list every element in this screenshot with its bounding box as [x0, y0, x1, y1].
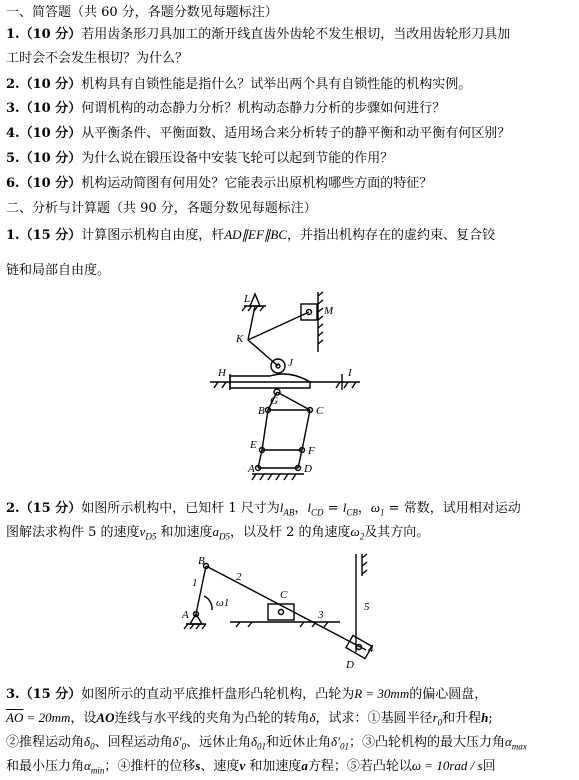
- subscript: 01: [257, 741, 267, 752]
- q-text: ，并指出机构存在的虚约束、复合铰: [287, 228, 496, 243]
- q-text: ，: [357, 501, 371, 516]
- q-text: ②推程运动角: [6, 735, 85, 750]
- s2q1-line2: 链和局部自由度。: [6, 263, 111, 278]
- q-text: 、速度: [200, 759, 240, 774]
- subscript: 01: [339, 741, 349, 752]
- fig1-label: L: [244, 293, 251, 305]
- symbol: l: [279, 500, 284, 515]
- q-score: （10 分）: [19, 176, 82, 191]
- fig2-label: B: [198, 555, 205, 567]
- section1-heading: 一、简答题（共 60 分，各题分数见每题标注）: [6, 5, 278, 20]
- fig1-label: I: [348, 367, 352, 379]
- symbol: δ: [250, 734, 258, 749]
- fig2-label: C: [280, 589, 288, 601]
- figure-1-mechanism: [200, 284, 380, 484]
- s2q3-line1: [6, 685, 487, 704]
- q-text: ；④推杆的位移: [104, 759, 196, 774]
- slider-C: [268, 604, 294, 620]
- q-text: 若用齿条形刀具加工的渐开线直齿外齿轮不发生根切，当改用齿轮形刀具加: [81, 27, 511, 42]
- q-score: （15 分）: [19, 501, 82, 516]
- q-text: 为什么说在锻压设备中安装飞轮可以起到节能的作用？: [81, 151, 394, 166]
- q-number: 1.: [6, 228, 20, 243]
- ground-pivot-L: [250, 294, 260, 306]
- symbol: ω: [350, 524, 360, 539]
- q-number: 4.: [6, 126, 20, 141]
- s2q3-line3: [6, 733, 527, 756]
- q-text: 和加速度: [156, 525, 213, 540]
- q-score: （15 分）: [19, 228, 82, 243]
- symbol: r: [432, 710, 438, 725]
- q-text: 和加速度: [245, 759, 302, 774]
- fig1-label: K: [236, 333, 244, 345]
- subscript: 0: [90, 741, 95, 752]
- omega1-arrow: [204, 596, 212, 610]
- q2-line: [6, 76, 471, 94]
- q-text: 从平衡条件、平衡面数、适用场合来分析转子的静平衡和动平衡有何区别？: [81, 126, 511, 141]
- q-text: = 常数，试用相对运动: [384, 501, 521, 516]
- subscript: CD: [311, 507, 324, 518]
- q-text: ，试求：①基圆半径: [315, 711, 433, 726]
- q1-line1: [6, 26, 510, 44]
- fig2-label: 3: [318, 609, 324, 621]
- fig1-label: C: [316, 405, 324, 417]
- q-text: 如图所示机构中，已知杆 1 尺寸为: [81, 501, 280, 516]
- q-number: 2.: [6, 77, 20, 92]
- symbol: δ: [84, 734, 91, 749]
- formula: AD∥EF∥BC: [224, 227, 288, 242]
- fig1-label: E: [250, 439, 257, 451]
- fig2-label: 4: [368, 643, 374, 655]
- fig1-label: B: [258, 405, 265, 417]
- symbol: δ′: [172, 734, 182, 749]
- subscript: AB: [283, 507, 295, 518]
- formula: R = 30mm: [354, 686, 410, 701]
- q-text: =: [323, 501, 343, 516]
- figure-2-mechanism: [170, 548, 400, 674]
- fig1-label: F: [308, 445, 315, 457]
- ground-pivot-A: [190, 614, 202, 624]
- subscript: 0: [181, 741, 186, 752]
- symbol: α: [84, 758, 91, 773]
- q-text: ；③凸轮机构的最大压力角: [348, 735, 505, 750]
- q-text: 和最小压力角: [6, 759, 85, 774]
- symbol: h: [481, 710, 489, 725]
- symbol: ω: [370, 500, 381, 515]
- q-score: （10 分）: [19, 77, 82, 92]
- fig2-label: 1: [192, 577, 198, 589]
- symbol: $\overline{AO}$: [6, 710, 24, 725]
- formula: ω = 10rad / s: [411, 758, 483, 773]
- q-score: （10 分）: [19, 27, 82, 42]
- symbol: δ: [309, 710, 316, 725]
- q-text: 、远休止角: [185, 735, 251, 750]
- q-text: 机构具有自锁性能是指什么？试举出两个具有自锁性能的机构实例。: [81, 77, 472, 92]
- q-text: 及其方向。: [364, 525, 430, 540]
- symbol: α: [504, 734, 512, 749]
- q-number: 1.: [6, 27, 20, 42]
- q-number: 2.: [6, 501, 20, 516]
- s2q2-line2: [6, 523, 429, 546]
- s2q3-line2: $\overline{AO} = 20mm$，设AO连线与水平线的夹角为凸轮的转角δ，试求：①基圆半径$r_0$和升程h;: [6, 710, 493, 728]
- q-text: 何谓机构的动态静力分析？机构动态静力分析的步骤如何进行？: [81, 101, 446, 116]
- symbol: l: [307, 500, 312, 515]
- subscript: D5: [145, 531, 157, 542]
- symbol: δ′: [331, 734, 340, 749]
- fig1-label: G: [270, 395, 278, 407]
- q-score: （10 分）: [19, 101, 82, 116]
- q-score: （10 分）: [19, 151, 82, 166]
- fig1-label: J: [288, 357, 293, 369]
- q-text: 方程；⑤若凸轮以: [307, 759, 412, 774]
- q-text: 计算图示机构自由度，杆: [81, 228, 225, 243]
- q-text: ，: [294, 501, 308, 516]
- symbol: l: [342, 500, 347, 515]
- symbol: AO: [96, 710, 115, 725]
- q-number: 5.: [6, 151, 20, 166]
- symbol: a: [212, 524, 219, 539]
- cam-profile: [230, 374, 310, 388]
- q-text: 的偏心圆盘，: [409, 687, 488, 702]
- s2q2-line1: [6, 499, 521, 522]
- subscript: 1: [380, 507, 385, 518]
- fig2-label: 2: [236, 571, 242, 583]
- s2q1-line1: [6, 226, 495, 245]
- subscript: min: [90, 765, 105, 776]
- q-text: 连线与水平线的夹角为凸轮的转角: [114, 711, 310, 726]
- symbol: v: [239, 758, 246, 773]
- q6-line: [6, 175, 432, 193]
- formula: = 20mm: [23, 710, 71, 725]
- fig1-label: M: [324, 305, 334, 317]
- fig1-label: A: [248, 463, 255, 475]
- section2-heading: 二、分析与计算题（共 90 分，各题分数见每题标注）: [6, 201, 317, 216]
- fig2-label: A: [182, 609, 189, 621]
- subscript: D5: [218, 531, 230, 542]
- subscript: 0: [437, 717, 443, 728]
- q-number: 3.: [6, 101, 20, 116]
- symbol: v: [139, 524, 146, 539]
- fig2-label: 5: [364, 601, 370, 613]
- q-text: 如图所示的直动平底推杆盘形凸轮机构，凸轮为: [81, 687, 355, 702]
- subscript: max: [511, 741, 527, 752]
- q-text: 回: [482, 759, 496, 774]
- q-text: 和近休止角: [266, 735, 332, 750]
- q-number: 6.: [6, 176, 20, 191]
- q4-line: [6, 125, 510, 143]
- q-text: ，设: [70, 711, 97, 726]
- fig2-label: D: [346, 659, 354, 671]
- q-score: （15 分）: [19, 687, 82, 702]
- q-text: 、回程运动角: [94, 735, 173, 750]
- q5-line: [6, 150, 393, 168]
- q-text: ，以及杆 2 的角速度: [229, 525, 351, 540]
- fig2-label: ω1: [216, 597, 230, 609]
- fig1-label: H: [218, 367, 226, 379]
- symbol: s: [195, 758, 201, 773]
- q-number: 3.: [6, 687, 20, 702]
- subscript: CB: [346, 507, 358, 518]
- symbol: a: [301, 758, 308, 773]
- q-text: 图解法求构件 5 的速度: [6, 525, 140, 540]
- q3-line: [6, 100, 445, 118]
- q-score: （10 分）: [19, 126, 82, 141]
- q-text: 机构运动简图有何用处？它能表示出原机构哪些方面的特征？: [81, 176, 433, 191]
- q1-line2: 工时会不会发生根切？为什么？: [6, 51, 189, 66]
- q-text: 和升程: [442, 711, 482, 726]
- s2q3-line4: [6, 757, 496, 780]
- fig1-label: D: [304, 463, 312, 475]
- subscript: 2: [359, 531, 365, 542]
